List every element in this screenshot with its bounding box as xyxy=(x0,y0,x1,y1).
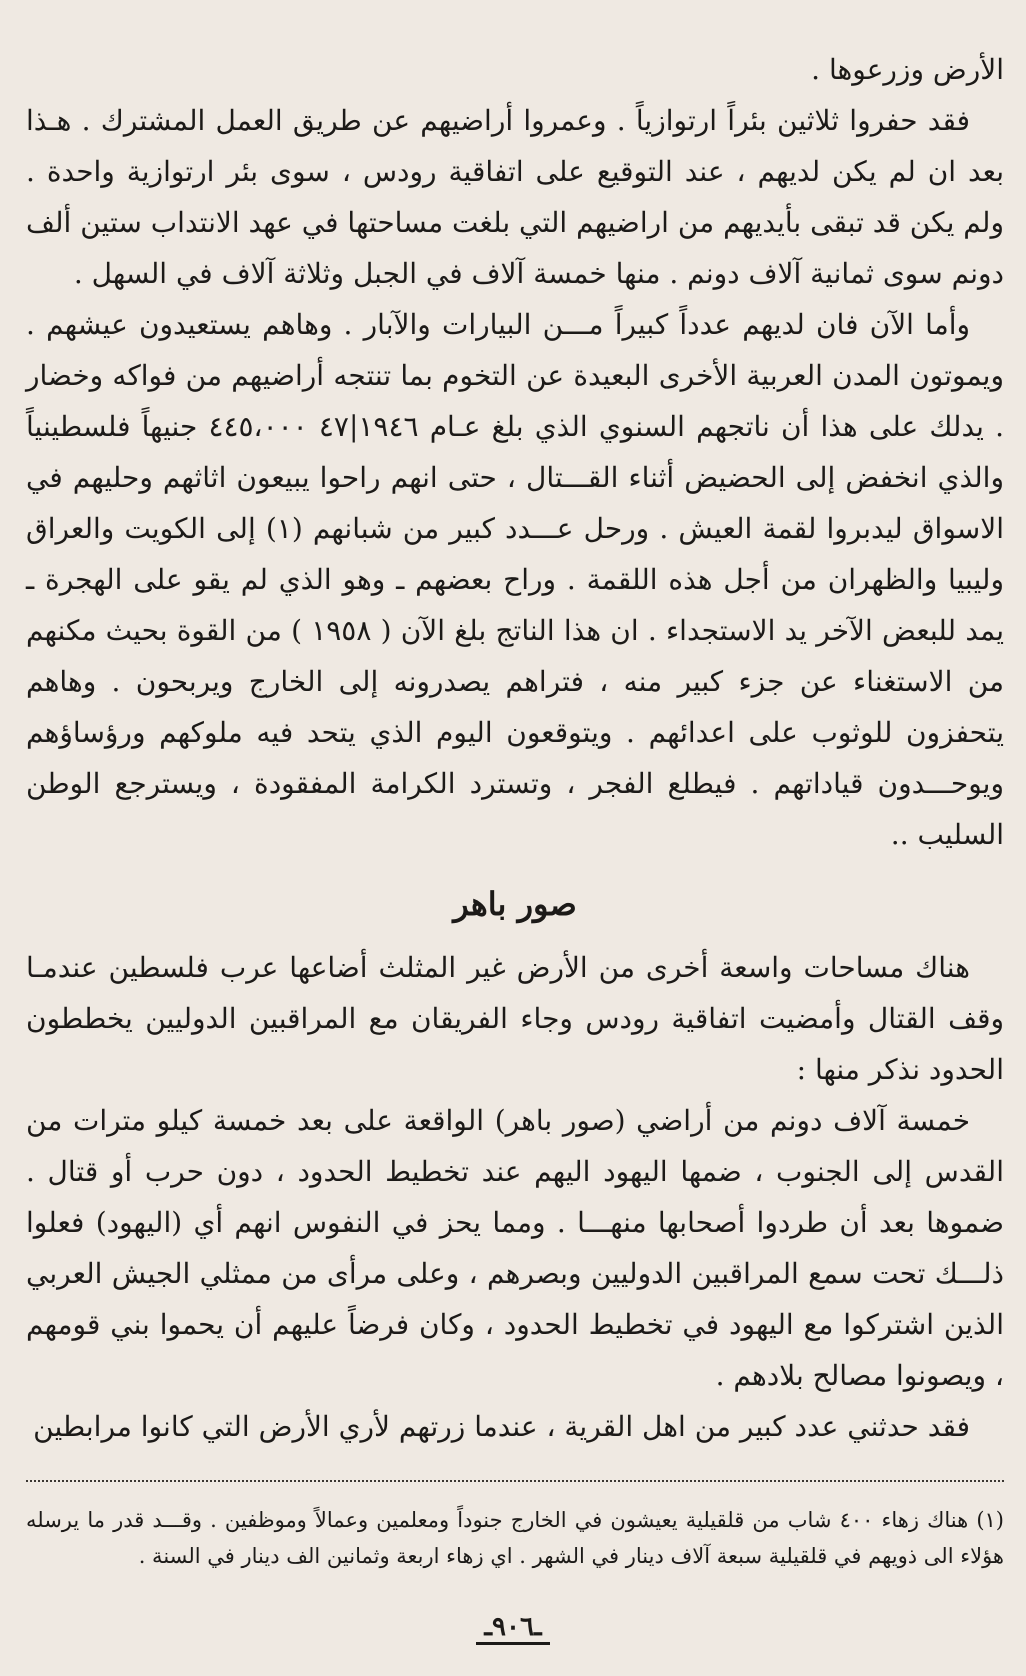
paragraph: الأرض وزرعوها . xyxy=(811,53,1004,86)
section-heading: صور باهر xyxy=(453,885,577,923)
page-number xyxy=(0,1612,1026,1642)
footnote-section xyxy=(26,1480,1004,1574)
paragraph: فقد حفروا ثلاثين بئراً ارتوازياً . وعمروا أراضيهم عن طريق العمل المشترك . هـذا بعد ان لم يكن لديهم ، عند التوقيع على اتفاقية رودس ، سوى بئر ارتوازية واحدة . ولم يكن قد تبقى بأيديهم من اراضيهم التي بلغت مساحتها في عهد الانتداب ستين ألف دونم سوى ثمانية آلاف دونم . منها خمسة آلاف في الجبل وثلاثة آلاف في السهل . xyxy=(26,104,1004,290)
paragraph: خمسة آلاف دونم من أراضي (صور باهر) الواقعة على بعد خمسة كيلو مترات من القدس إلى الجنوب ، ضمها اليهود اليهم عند تخطيط الحدود ، دون حرب أو قتال . ضموها بعد أن طردوا أصحابها منهـــا . ومما يحز في النفوس انهم أي (اليهود) فعلوا ذلـــك تحت سمع المراقبين الدوليين وبصرهم ، وعلى مرأى من ممثلي الجيش العربي الذين اشتركوا مع اليهود في تخطيط الحدود ، وكان فرضاً عليهم أن يحموا بني قومهم ، ويصونوا مصالح بلادهم . xyxy=(26,1104,1004,1392)
body-text-bottom xyxy=(26,942,1004,1452)
paragraph: هناك مساحات واسعة أخرى من الأرض غير المثلث أضاعها عرب فلسطين عندمـا وقف القتال وأمضيت اتفاقية رودس وجاء الفريقان مع المراقبين الدوليين يخططون الحدود نذكر منها : xyxy=(26,951,1004,1086)
body-text-top xyxy=(26,44,1004,860)
page-number-label: ـ٩٠٦ـ xyxy=(476,1612,549,1645)
paragraph: فقد حدثني عدد كبير من اهل القرية ، عندما زرتهم لأري الأرض التي كانوا مرابطين xyxy=(33,1410,970,1443)
footnote: (١) هناك زهاء ٤٠٠ شاب من قلقيلية يعيشون في الخارج جنوداً ومعلمين وعمالاً وموظفين . وقـــد قدر ما يرسله هؤلاء الى ذويهم في قلقيلية سبعة آلاف دينار في الشهر . اي زهاء اربعة وثمانين الف دينار في السنة . xyxy=(26,1508,1004,1568)
paragraph: وأما الآن فان لديهم عدداً كبيراً مـــن البيارات والآبار . وهاهم يستعيدون عيشهم . ويموتون المدن العربية الأخرى البعيدة عن التخوم بما تنتجه أراضيهم من فواكه وخضار . يدلك على هذا أن ناتجهم السنوي الذي بلغ عـام ١٩٤٦|٤٧ ٤٤٥،٠٠٠ جنيهاً فلسطينياً والذي انخفض إلى الحضيض أثناء القـــتال ، حتى انهم راحوا يبيعون اثاثهم وحليهم في الاسواق ليدبروا لقمة العيش . ورحل عـــدد كبير من شبانهم (١) إلى الكويت والعراق وليبيا والظهران من أجل هذه اللقمة . وراح بعضهم ـ وهو الذي لم يقو على الهجرة ـ يمد للبعض الآخر يد الاستجداء . ان هذا الناتج بلغ الآن ( ١٩٥٨ ) من القوة بحيث مكنهم من الاستغناء عن جزء كبير منه ، فتراهم يصدرونه إلى الخارج ويربحون . وهاهم يتحفزون للوثوب على اعدائهم . ويتوقعون اليوم الذي يتحد فيه ملوكهم ورؤساؤهم ويوحـــدون قياداتهم . فيطلع الفجر ، وتسترد الكرامة المفقودة ، ويسترجع الوطن السليب .. xyxy=(26,308,1005,851)
